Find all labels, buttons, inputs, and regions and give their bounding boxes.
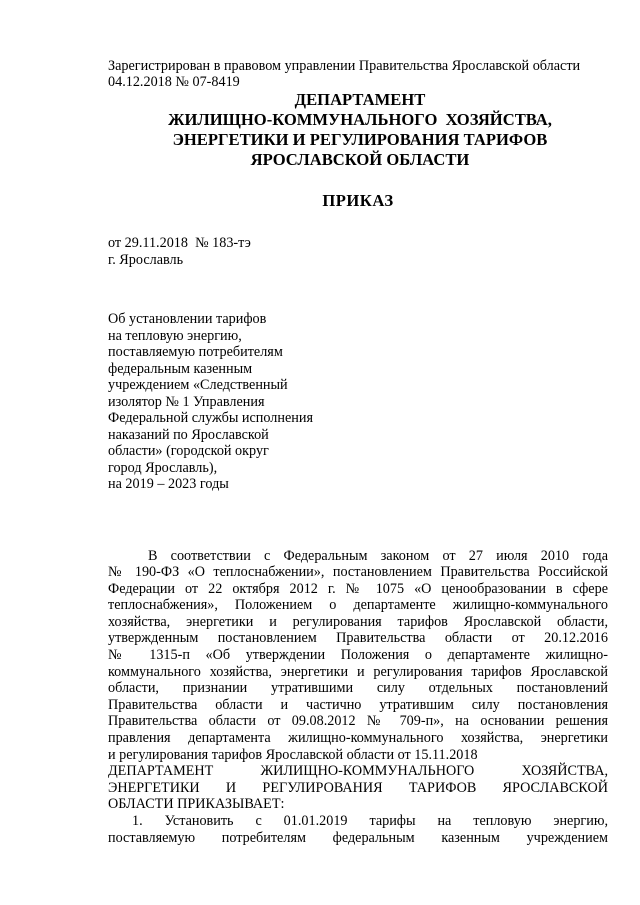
department-line-2: ЖИЛИЩНО-КОММУНАЛЬНОГО ХОЗЯЙСТВА,	[168, 110, 552, 129]
order-date-number: от 29.11.2018 № 183-тэ	[108, 235, 251, 251]
preamble-line: хозяйства, энергетики и регулирования тарифов Ярославской области,	[108, 613, 608, 630]
preamble-line: Правительства области от 09.08.2012 № 709-п», на основании решения	[108, 713, 608, 730]
item-line: поставляемую потребителям федеральным казенным учреждением	[108, 829, 608, 846]
subject-line: Об установлении тарифов	[108, 311, 267, 327]
preamble-line: области, признании утратившими силу отдельных постановлений	[108, 680, 608, 697]
decree-line: ОБЛАСТИ ПРИКАЗЫВАЕТ:	[108, 796, 285, 813]
preamble-line: Правительства области и частично утратившим силу постановления	[108, 696, 608, 713]
department-header	[108, 90, 608, 170]
preamble-line: Федерации от 22 октября 2012 г. № 1075 «О ценообразовании в сфере	[108, 580, 608, 597]
subject-line: наказаний по Ярославской	[108, 426, 269, 443]
order-city: г. Ярославль	[108, 251, 184, 268]
preamble-line: и регулирования тарифов Ярославской области от 15.11.2018	[108, 746, 478, 763]
subject-line: федеральным казенным	[108, 360, 253, 377]
department-line-3: ЭНЕРГЕТИКИ И РЕГУЛИРОВАНИЯ ТАРИФОВ	[172, 130, 548, 149]
order-item-1	[108, 813, 608, 846]
subject-line: учреждением «Следственный	[108, 377, 288, 393]
preamble-line: № 190-ФЗ «О теплоснабжении», постановлением Правительства Российской	[108, 564, 608, 581]
registration-line-2: 04.12.2018 № 07-8419	[108, 74, 240, 90]
department-line-4: ЯРОСЛАВСКОЙ ОБЛАСТИ	[250, 150, 470, 169]
preamble-line: утвержденным постановлением Правительства области от 20.12.2016	[108, 630, 608, 647]
subject-line: области» (городской округ	[108, 443, 269, 459]
order-subject	[108, 311, 348, 493]
subject-line: изолятор № 1 Управления	[108, 393, 265, 410]
subject-line: город Ярославль),	[108, 459, 218, 476]
subject-line: на 2019 – 2023 годы	[108, 476, 229, 492]
subject-line: Федеральной службы исполнения	[108, 410, 313, 426]
subject-line: на тепловую энергию,	[108, 327, 242, 344]
department-line-1: ДЕПАРТАМЕНТ	[294, 90, 426, 109]
item-line: 1. Установить с 01.01.2019 тарифы на тепловую энергию,	[132, 813, 608, 829]
preamble-line: правления департамента жилищно-коммунального хозяйства, энергетики	[108, 730, 608, 747]
decree-statement	[108, 763, 608, 813]
subject-line: поставляемую потребителям	[108, 344, 283, 360]
preamble-line: коммунального хозяйства, энергетики и регулирования тарифов Ярославской	[108, 663, 608, 680]
decree-line: ДЕПАРТАМЕНТ ЖИЛИЩНО-КОММУНАЛЬНОГО ХОЗЯЙСТВА,	[108, 763, 608, 780]
order-title: ПРИКАЗ	[322, 191, 394, 210]
preamble-line: В соответствии с Федеральным законом от 27 июля 2010 года	[148, 547, 608, 564]
preamble-paragraph	[108, 548, 608, 764]
decree-line: ЭНЕРГЕТИКИ И РЕГУЛИРОВАНИЯ ТАРИФОВ ЯРОСЛАВСКОЙ	[108, 779, 608, 796]
preamble-line: № 1315-п «Об утверждении Положения о департаменте жилищно-	[108, 647, 608, 664]
preamble-line: теплоснабжения», Положением о департаменте жилищно-коммунального	[108, 597, 608, 614]
registration-line-1: Зарегистрирован в правовом управлении Правительства Ярославской области	[108, 58, 581, 74]
